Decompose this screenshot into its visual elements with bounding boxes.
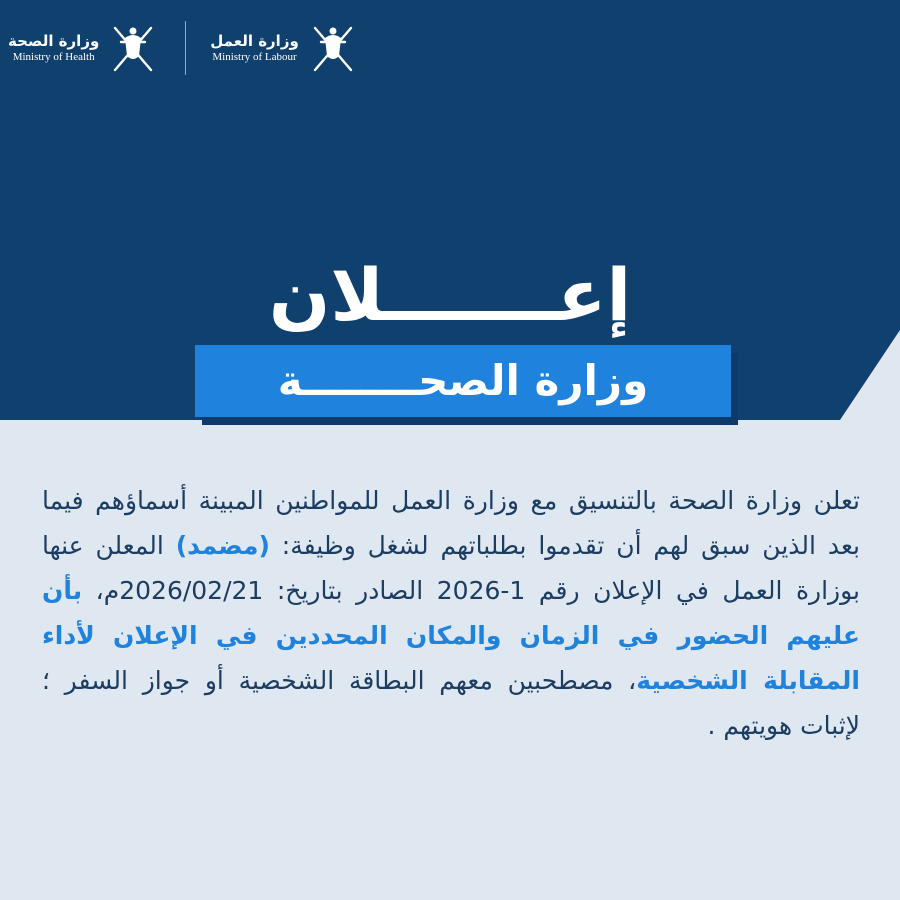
page-title: إعـــــــلان	[268, 253, 632, 337]
ministry-logos	[8, 20, 361, 76]
announcement-text-part2: المعلن عنها بوزارة العمل في الإعلان رقم 1-2026 الصادر بتاريخ: 2026/02/21م،	[42, 531, 861, 605]
job-title: (مضمد)	[175, 531, 270, 560]
announcement-text-part1: تعلن وزارة الصحة بالتنسيق مع وزارة العمل للمواطنين المبينة أسماؤهم فيما بعد الذين سبق لهم أن تقدموا بطلباتهم لشغل وظيفة:	[42, 486, 860, 560]
khanjar-emblem-icon	[105, 20, 161, 76]
logo-divider	[185, 21, 186, 75]
subtitle-band: وزارة الصحــــــــة	[195, 345, 731, 417]
logo-ministry-of-labour	[210, 20, 361, 76]
announcement-text-part3: ، مصطحبين معهم البطاقة الشخصية أو جواز السفر ؛ لإثبات هويتهم .	[42, 666, 860, 740]
logo-health-en: Ministry of Health	[12, 51, 95, 63]
khanjar-emblem-icon	[305, 20, 361, 76]
logo-labour-ar: وزارة العمل	[210, 32, 299, 50]
logo-health-ar: وزارة الصحة	[8, 32, 100, 50]
announcement-highlight: بأن عليهم الحضور في الزمان والمكان المحددين في الإعلان لأداء المقابلة الشخصية	[42, 576, 861, 695]
logo-ministry-of-health	[8, 20, 161, 76]
logo-labour-en: Ministry of Labour	[212, 51, 297, 63]
announcement-body	[42, 478, 860, 748]
